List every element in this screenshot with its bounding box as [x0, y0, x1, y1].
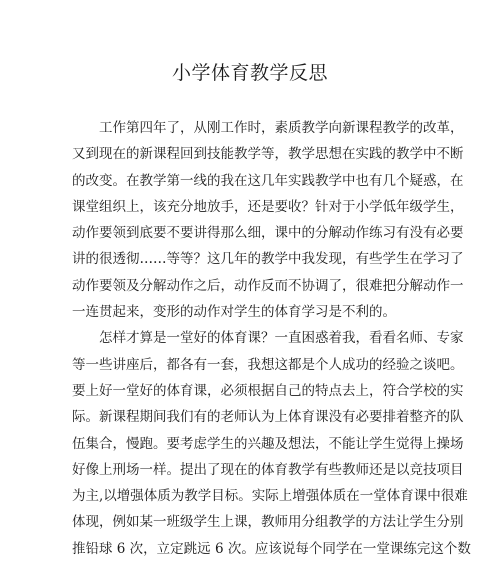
- paragraph-1: [72, 115, 464, 325]
- paragraph-2-line-4: 际。新课程期间我们有的老师认为上体育课没有必要排着整齐的队: [72, 409, 464, 426]
- paragraph-1-line-7: 动作要领及分解动作之后，动作反而不协调了，很难把分解动作一: [72, 277, 464, 294]
- document-body: [72, 115, 471, 562]
- paragraph-1-line-2: 又到现在的新课程回到技能教学等，教学思想在实践的教学中不断: [72, 146, 464, 163]
- paragraph-1-line-3: 的改变。在教学第一线的我在这几年实践教学中也有几个疑惑，在: [72, 172, 464, 189]
- paragraph-1-line-6: 讲的很透彻……等等？这几年的教学中我发现，有些学生在学习了: [72, 251, 464, 268]
- paragraph-2-line-7: 为主,以增强体质为教学目标。实际上增强体质在一堂体育课中很难: [72, 488, 468, 505]
- paragraph-2-line-1: 怎样才算是一堂好的体育课？一直困惑着我，看看名师、专家: [99, 330, 464, 347]
- paragraph-1-line-8: 一连贯起来，变形的动作对学生的体育学习是不利的。: [72, 304, 396, 321]
- paragraph-2-line-9: 推铅球 6 次，立定跳远 6 次。应该说每个同学在一堂课练完这个数: [72, 540, 471, 557]
- paragraph-2-line-3: 要上好一堂好的体育课，必须根据自己的特点去上，符合学校的实: [72, 382, 464, 399]
- paragraph-1-line-5: 动作要领到底要不要讲得那么细，课中的分解动作练习有没有必要: [72, 225, 464, 242]
- paragraph-2-line-6: 好像上刑场一样。提出了现在的体育教学有些教师还是以竞技项目: [72, 461, 464, 478]
- paragraph-2: [72, 325, 471, 562]
- paragraph-1-line-1: 工作第四年了，从刚工作时，素质教学向新课程教学的改革，: [99, 120, 464, 136]
- paragraph-2-line-5: 伍集合，慢跑。要考虑学生的兴趣及想法，不能让学生觉得上操场: [72, 435, 464, 452]
- document-title: 小学体育教学反思: [171, 62, 328, 84]
- paragraph-1-line-4: 课堂组织上，该充分地放手，还是要收？针对于小学低年级学生，: [72, 198, 464, 215]
- paragraph-2-line-8: 体现，例如某一班级学生上课，教师用分组教学的方法让学生分别: [72, 514, 464, 531]
- paragraph-2-line-2: 等一些讲座后，都各有一套，我想这都是个人成功的经验之谈吧。: [72, 356, 464, 373]
